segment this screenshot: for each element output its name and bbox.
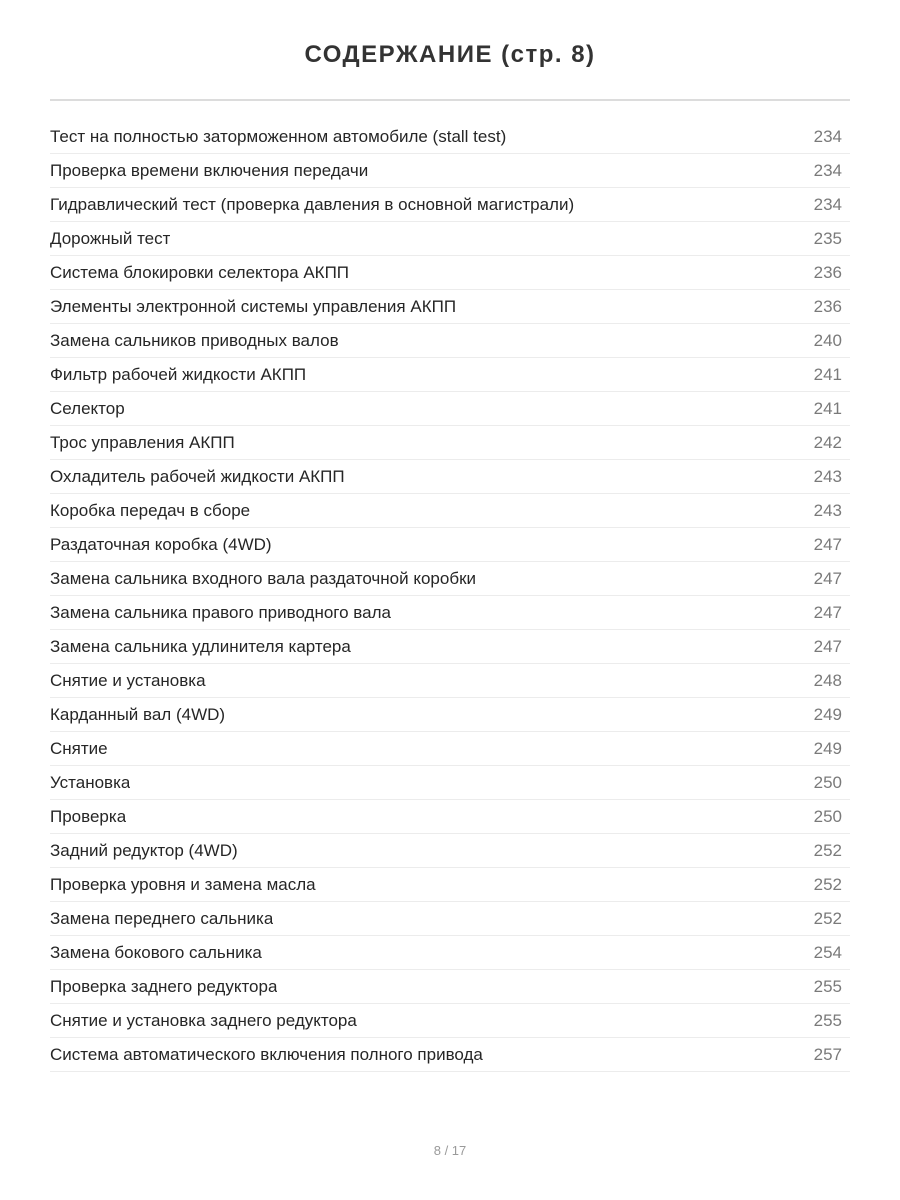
toc-entry-page-number: 252: [813, 840, 842, 860]
toc-entry-title[interactable]: Замена сальника удлинителя картера: [50, 636, 351, 656]
title-divider: [50, 99, 850, 101]
toc-entry-page-number: 252: [813, 874, 842, 894]
toc-entry-title[interactable]: Замена сальников приводных валов: [50, 330, 339, 350]
toc-entry[interactable]: [50, 528, 850, 562]
toc-entry-page-number: 243: [813, 500, 842, 520]
toc-entry-title[interactable]: Проверка заднего редуктора: [50, 976, 278, 996]
toc-entry[interactable]: [50, 970, 850, 1004]
toc-entry-title[interactable]: Замена переднего сальника: [50, 908, 274, 928]
toc-entry[interactable]: [50, 766, 850, 800]
toc-entry-title[interactable]: Дорожный тест: [50, 228, 171, 248]
toc-entry-title[interactable]: Установка: [50, 772, 131, 792]
toc-entry-title[interactable]: Снятие и установка: [50, 670, 206, 690]
toc-entry-page-number: 240: [813, 330, 842, 350]
toc-entry-page-number: 242: [813, 432, 842, 452]
toc-entry-page-number: 247: [813, 534, 842, 554]
toc-entry-page-number: 241: [813, 398, 842, 418]
toc-entry-title[interactable]: Коробка передач в сборе: [50, 500, 251, 520]
toc-entry[interactable]: [50, 664, 850, 698]
toc-entry[interactable]: [50, 358, 850, 392]
toc-entry[interactable]: [50, 324, 850, 358]
toc-entry[interactable]: [50, 902, 850, 936]
toc-entry-page-number: 255: [813, 976, 842, 996]
toc-entry[interactable]: [50, 290, 850, 324]
toc-entry-page-number: 249: [813, 704, 842, 724]
toc-entry-title[interactable]: Снятие и установка заднего редуктора: [50, 1010, 357, 1030]
toc-entry-page-number: 243: [813, 466, 842, 486]
toc-entry[interactable]: [50, 188, 850, 222]
toc-entry[interactable]: [50, 562, 850, 596]
toc-entry[interactable]: [50, 494, 850, 528]
toc-entry-page-number: 247: [813, 636, 842, 656]
toc-entry-page-number: 234: [813, 126, 842, 146]
toc-entry[interactable]: [50, 222, 850, 256]
toc-entry-page-number: 234: [813, 194, 842, 214]
toc-entry-title[interactable]: Проверка: [50, 806, 127, 826]
toc-entry-page-number: 241: [813, 364, 842, 384]
toc-entry-title[interactable]: Система автоматического включения полного привода: [50, 1044, 483, 1064]
toc-entry[interactable]: [50, 256, 850, 290]
toc-entry-page-number: 255: [813, 1010, 842, 1030]
toc-entry[interactable]: [50, 936, 850, 970]
toc-entry-page-number: 236: [813, 296, 842, 316]
toc-entry[interactable]: [50, 732, 850, 766]
toc-entry-page-number: 248: [813, 670, 842, 690]
toc-entry[interactable]: [50, 868, 850, 902]
toc-entry-page-number: 247: [813, 602, 842, 622]
toc-entry-title[interactable]: Замена сальника правого приводного вала: [50, 602, 391, 622]
toc-entry-title[interactable]: Тест на полностью заторможенном автомобиле (stall test): [50, 126, 507, 146]
toc-entry[interactable]: [50, 800, 850, 834]
toc-entry-title[interactable]: Проверка уровня и замена масла: [50, 874, 316, 894]
toc-entry-title[interactable]: Замена сальника входного вала раздаточной коробки: [50, 568, 477, 588]
toc-entry[interactable]: [50, 426, 850, 460]
toc-entry-title[interactable]: Трос управления АКПП: [50, 432, 235, 452]
toc-entry-page-number: 249: [813, 738, 842, 758]
toc-entry-page-number: 252: [813, 908, 842, 928]
toc-entry-title[interactable]: Карданный вал (4WD): [50, 704, 226, 724]
toc-entry-title[interactable]: Раздаточная коробка (4WD): [50, 534, 272, 554]
toc-entry-page-number: 250: [813, 772, 842, 792]
toc-entry[interactable]: [50, 154, 850, 188]
toc-entry-title[interactable]: Проверка времени включения передачи: [50, 160, 369, 180]
toc-entry-page-number: 235: [813, 228, 842, 248]
toc-entry[interactable]: [50, 834, 850, 868]
toc-entry[interactable]: [50, 392, 850, 426]
toc-entry[interactable]: [50, 698, 850, 732]
toc-entry[interactable]: [50, 1004, 850, 1038]
toc-entry[interactable]: [50, 120, 850, 154]
toc-entry[interactable]: [50, 460, 850, 494]
toc-entry[interactable]: [50, 630, 850, 664]
toc-entry-title[interactable]: Селектор: [50, 398, 125, 418]
page-number: 8 / 17: [433, 1143, 467, 1158]
toc-entry-title[interactable]: Элементы электронной системы управления АКПП: [50, 296, 457, 316]
toc-entry-page-number: 247: [813, 568, 842, 588]
toc-entry-title[interactable]: Снятие: [50, 738, 108, 758]
toc-entry-title[interactable]: Замена бокового сальника: [50, 942, 262, 962]
table-of-contents: [50, 120, 850, 1072]
toc-entry[interactable]: [50, 1038, 850, 1072]
toc-entry-page-number: 236: [813, 262, 842, 282]
toc-entry[interactable]: [50, 596, 850, 630]
toc-entry-title[interactable]: Гидравлический тест (проверка давления в основной магистрали): [50, 194, 575, 214]
toc-entry-page-number: 257: [813, 1044, 842, 1064]
toc-entry-page-number: 250: [813, 806, 842, 826]
toc-entry-page-number: 254: [813, 942, 842, 962]
toc-entry-title[interactable]: Система блокировки селектора АКПП: [50, 262, 350, 282]
page-title: СОДЕРЖАНИЕ (стр. 8): [304, 41, 596, 68]
toc-entry-page-number: 234: [813, 160, 842, 180]
toc-entry-title[interactable]: Задний редуктор (4WD): [50, 840, 238, 860]
toc-entry-title[interactable]: Фильтр рабочей жидкости АКПП: [50, 364, 307, 384]
toc-entry-title[interactable]: Охладитель рабочей жидкости АКПП: [50, 466, 345, 486]
